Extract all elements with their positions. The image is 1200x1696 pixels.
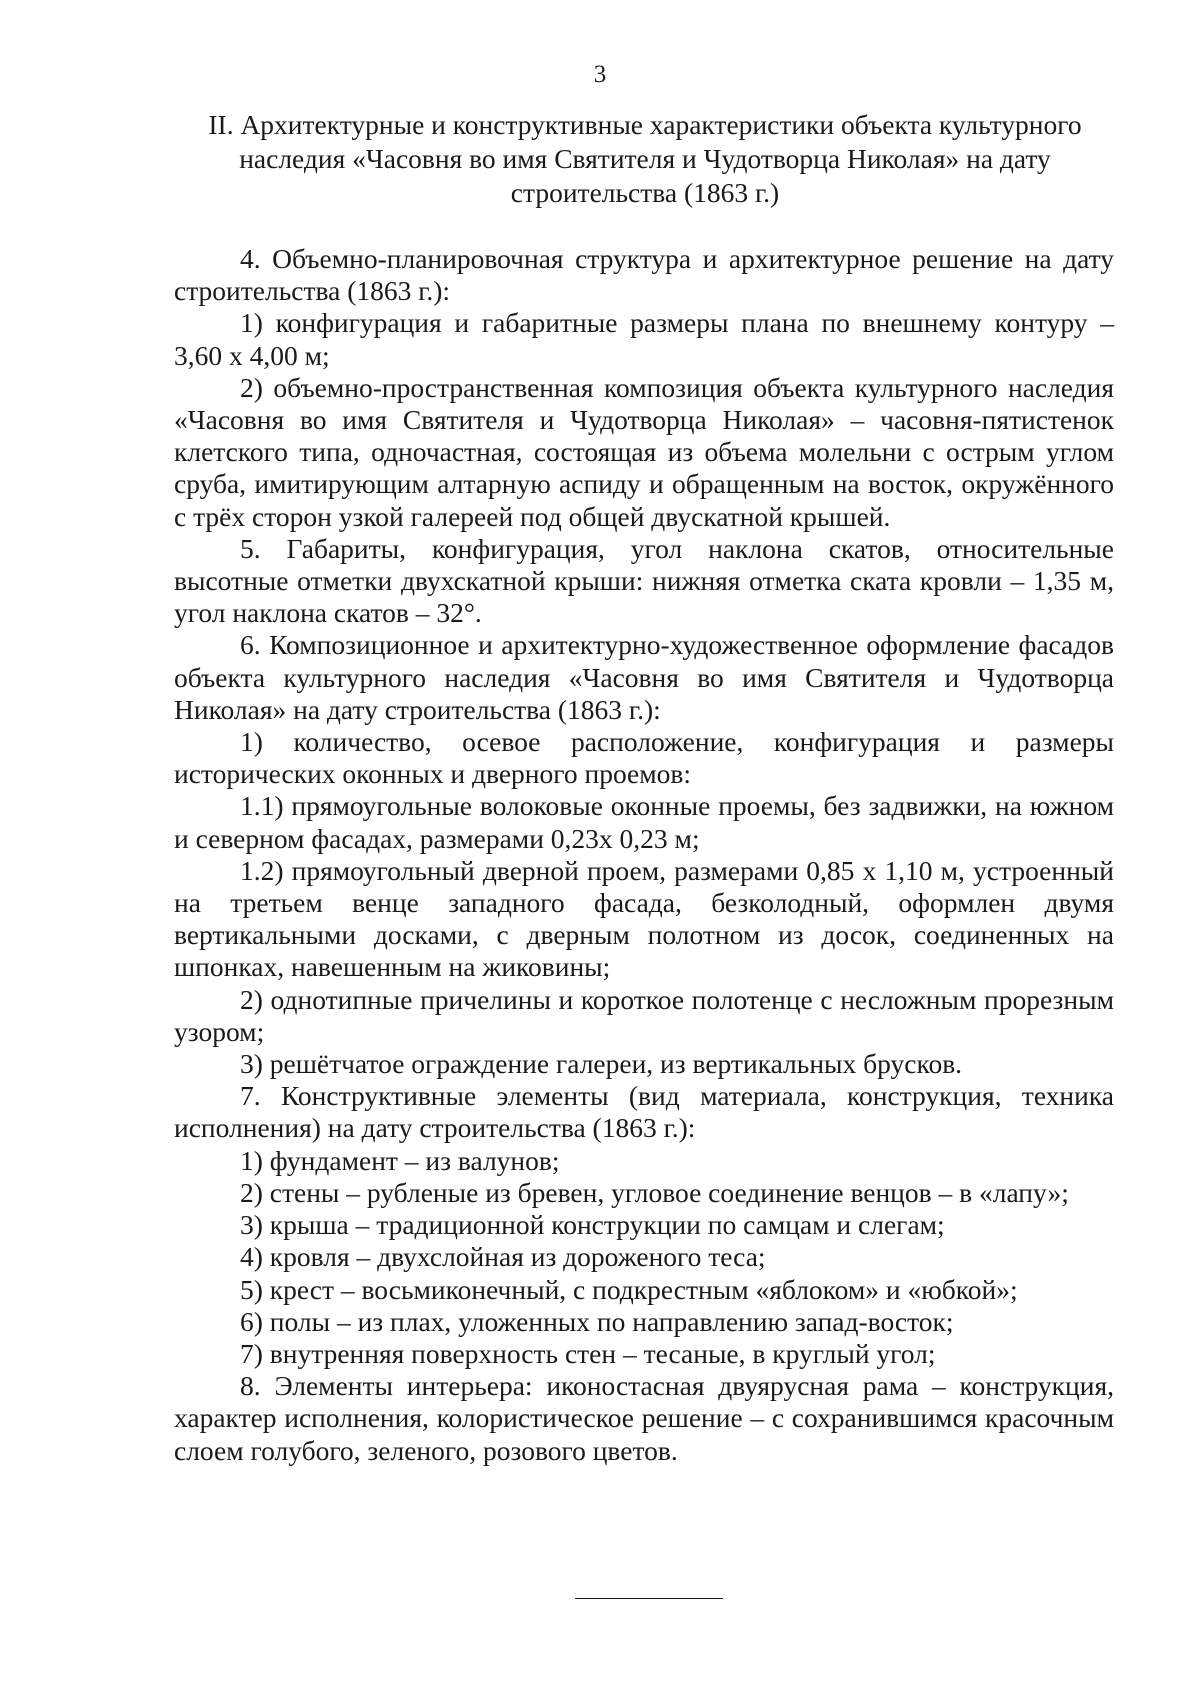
section-title: II. Архитектурные и конструктивные характеристики объекта культурного наследия «Часовня во имя Святителя и Чудотворца Николая» на дату строительства (1863 г.) [208,109,1082,208]
paragraph: 4) кровля – двухслойная из дороженого теса; [240,1241,766,1273]
paragraph: 8. Элементы интерьера: иконостасная двуярусная рама – конструкция, характер исполнения, колористическое решение – с сохранившимся красочным слоем голубого, зеленого, розового цветов. [174,1370,1114,1466]
paragraph: 5. Габариты, конфигурация, угол наклона скатов, относительные высотные отметки двухскатной крыши: нижняя отметка ската кровли – 1,35 м, угол наклона скатов – 32°. [174,532,1114,629]
document-body [174,243,1114,1467]
paragraph: 6) полы – из плах, уложенных по направлению запад-восток; [240,1305,954,1337]
paragraph: 3) решётчатое ограждение галереи, из вертикальных брусков. [240,1048,963,1080]
paragraph: 7) внутренняя поверхность стен – тесаные, в круглый угол; [240,1337,936,1369]
page-number: 3 [593,61,607,88]
paragraph: 2) однотипные причелины и короткое полотенце с несложным прорезным узором; [174,983,1114,1047]
paragraph: 1.2) прямоугольный дверной проем, размерами 0,85 х 1,10 м, устроенный на третьем венце западного фасада, безколодный, оформлен двумя вертикальными досками, с дверным полотном из досок, соединенных на шпонках, навешенным на жиковины; [174,854,1114,983]
paragraph: 1.1) прямоугольные волоковые оконные проемы, без задвижки, на южном и северном фасадах, размерами 0,23х 0,23 м; [174,790,1114,854]
paragraph: 2) объемно-пространственная композиция объекта культурного наследия «Часовня во имя Святителя и Чудотворца Николая» – часовня-пятистенок клетского типа, одночастная, состоящая из объема молельни с острым углом сруба, имитирующим алтарную аспиду и обращенным на восток, окружённого с трёх сторон узкой галереей под общей двускатной крышей. [174,371,1114,532]
paragraph: 4. Объемно-планировочная структура и архитектурное решение на дату строительства (1863 г.): [174,243,1114,307]
paragraph: 1) фундамент – из валунов; [240,1144,560,1176]
paragraph: 1) конфигурация и габаритные размеры плана по внешнему контуру – 3,60 х 4,00 м; [174,307,1114,371]
end-divider-line [575,1598,723,1599]
paragraph: 2) стены – рубленые из бревен, угловое соединение венцов – в «лапу»; [240,1176,1069,1208]
paragraph: 3) крыша – традиционной конструкции по самцам и слегам; [240,1209,945,1241]
paragraph: 5) крест – восьмиконечный, с подкрестным «яблоком» и «юбкой»; [240,1273,1018,1305]
paragraph: 1) количество, осевое расположение, конфигурация и размеры исторических оконных и дверного проемов: [174,726,1114,790]
paragraph: 6. Композиционное и архитектурно-художественное оформление фасадов объекта культурного наследия «Часовня во имя Святителя и Чудотворца Николая» на дату строительства (1863 г.): [174,629,1114,725]
paragraph: 7. Конструктивные элементы (вид материала, конструкция, техника исполнения) на дату строительства (1863 г.): [174,1080,1114,1144]
